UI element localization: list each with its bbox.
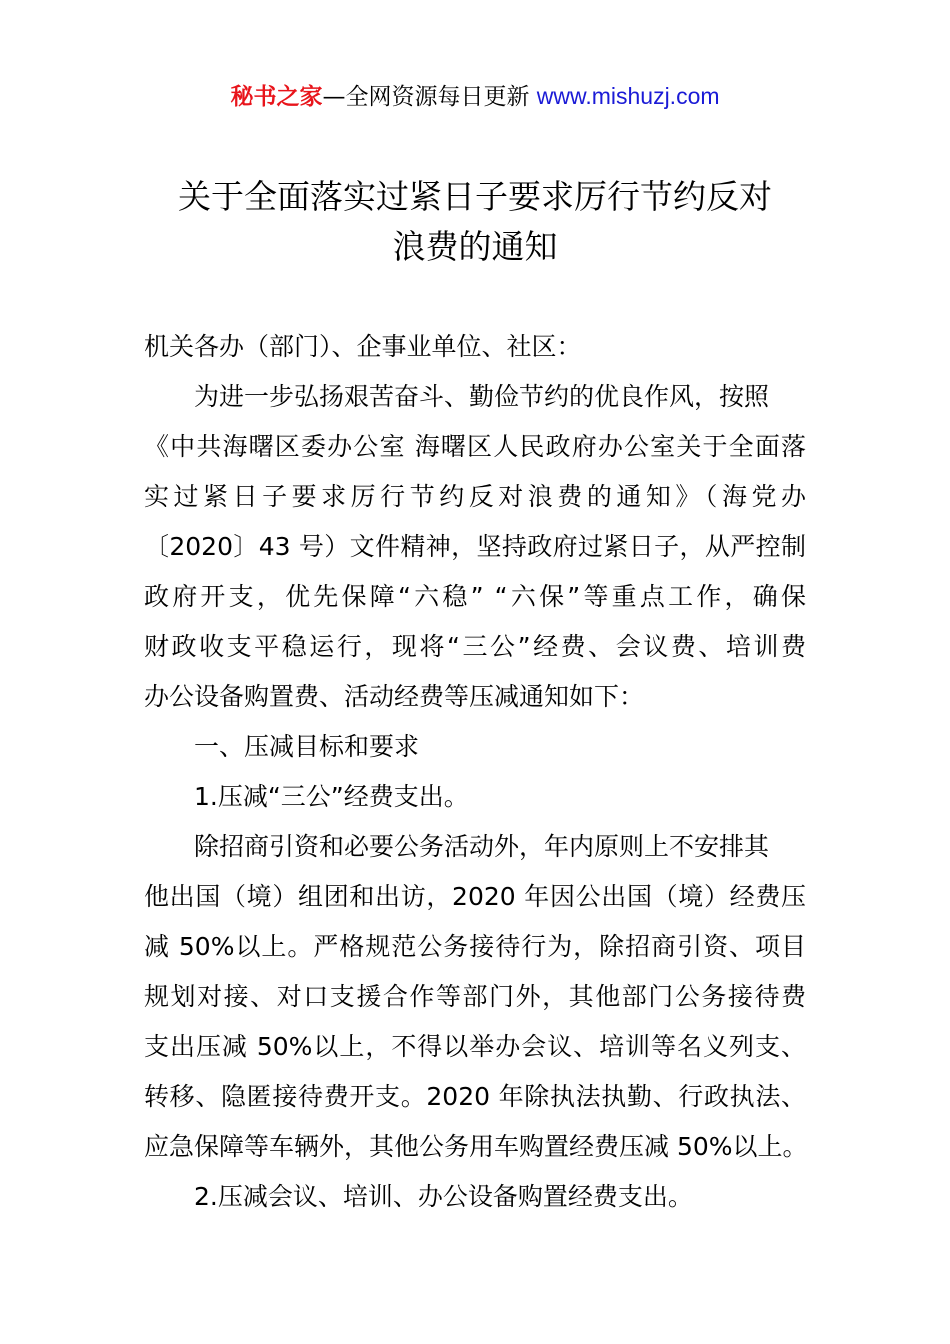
paragraph-line: 政府开支，优先保障“六稳” “六保”等重点工作，确保	[144, 582, 806, 611]
item-heading: 1.压减“三公”经费支出。	[194, 782, 469, 811]
paragraph-sangong	[144, 822, 814, 1172]
paragraph-line: 规划对接、对口支援合作等部门外，其他部门公务接待费	[144, 982, 806, 1011]
paragraph-line: 除招商引资和必要公务活动外，年内原则上不安排其	[194, 832, 770, 861]
brand-name: 秘书之家	[230, 84, 323, 110]
paragraph-line: 办公设备购置费、活动经费等压减通知如下：	[144, 682, 645, 711]
item-heading: 2.压减会议、培训、办公设备购置经费支出。	[194, 1182, 693, 1211]
paragraph-line: 〔2020〕43 号）文件精神，坚持政府过紧日子，从严控制	[144, 532, 806, 561]
paragraph-intro	[144, 372, 814, 722]
document-title	[0, 172, 950, 272]
paragraph-line: 财政收支平稳运行，现将“三公”经费、会议费、培训费	[144, 632, 806, 661]
site-url-link[interactable]: www.mishuzj.com	[536, 83, 720, 109]
title-line-1: 关于全面落实过紧日子要求厉行节约反对	[178, 177, 772, 216]
salutation: 机关各办（部门）、企事业单位、社区：	[144, 332, 582, 361]
paragraph-line: 支出压减 50%以上，不得以举办会议、培训等名义列支、	[144, 1032, 806, 1061]
document-body	[144, 322, 814, 1222]
title-line-2: 浪费的通知	[392, 227, 558, 266]
paragraph-line: 减 50%以上。严格规范公务接待行为，除招商引资、项目	[144, 932, 806, 961]
paragraph-line: 《中共海曙区委办公室 海曙区人民政府办公室关于全面落	[144, 432, 806, 461]
header-tagline: —全网资源每日更新	[322, 84, 537, 110]
paragraph-line: 为进一步弘扬艰苦奋斗、勤俭节约的优良作风，按照	[194, 382, 770, 411]
paragraph-line: 实过紧日子要求厉行节约反对浪费的通知》（海党办	[144, 482, 806, 511]
site-header	[0, 80, 950, 113]
paragraph-line: 应急保障等车辆外，其他公务用车购置经费压减 50%以上。	[144, 1132, 808, 1161]
paragraph-line: 转移、隐匿接待费开支。2020 年除执法执勤、行政执法、	[144, 1082, 806, 1111]
section-heading: 一、压减目标和要求	[194, 732, 420, 761]
paragraph-line: 他出国（境）组团和出访，2020 年因公出国（境）经费压	[144, 882, 806, 911]
